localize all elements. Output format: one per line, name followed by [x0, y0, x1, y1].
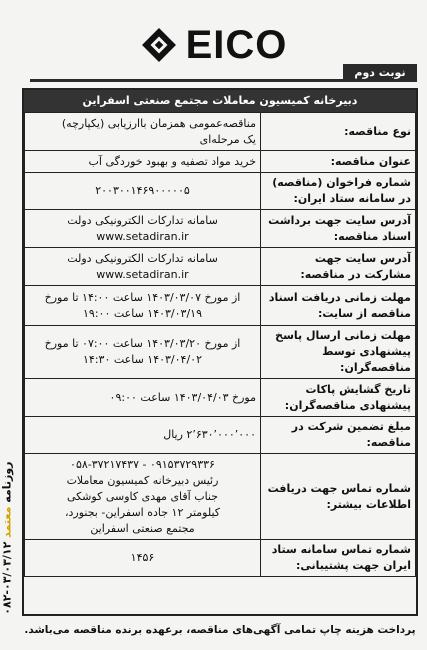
row-label: شماره تماس جهت دریافت اطلاعات بیشتر:	[261, 454, 416, 540]
notice-row	[25, 248, 416, 286]
notice-table	[24, 112, 416, 577]
notice-row	[25, 286, 416, 326]
newspaper-name: روزنامه	[0, 461, 14, 503]
row-value-line: سامانه تدارکات الکترونیکی دولت	[67, 213, 218, 227]
row-value-line: مورخ ۱۴۰۳/۰۴/۰۳ ساعت ۰۹:۰۰	[109, 390, 256, 404]
row-value-line: سامانه تدارکات الکترونیکی دولت	[67, 251, 218, 265]
row-value-line: www.setadiran.ir	[96, 267, 189, 281]
notice-row	[25, 173, 416, 210]
row-value-line: ۲٬۶۳۰٬۰۰۰٬۰۰۰ ریال	[163, 428, 256, 441]
row-value-line: ۲۰۰۳۰۰۱۴۶۹۰۰۰۰۰۵	[95, 184, 190, 197]
row-value-line: یک مرحله‌ای	[199, 132, 256, 146]
footer-note: پرداخت هزینه چاپ تمامی آگهی‌های مناقصه، برعهده برنده مناقصه می‌باشد.	[24, 624, 416, 636]
notice-row	[25, 210, 416, 248]
row-value-line: رئیس دبیرخانه کمیسیون معاملات	[66, 473, 219, 487]
notice-row	[25, 417, 416, 454]
row-value-line: جناب آقای مهدی کاوسی کوشکی	[66, 489, 219, 503]
row-label: تاریخ گشایش پاکات پیشنهادی مناقصه‌گران:	[261, 379, 416, 417]
row-label: عنوان مناقصه:	[261, 151, 416, 173]
badge-underline	[30, 79, 343, 82]
row-value	[25, 151, 261, 173]
row-value	[25, 454, 261, 540]
newspaper-side-label	[1, 462, 14, 632]
row-value-line: مجتمع صنعتی اسفراین	[90, 521, 195, 535]
notice-row	[25, 379, 416, 417]
row-value-line: ۱۴۵۶	[130, 551, 155, 564]
row-value	[25, 286, 261, 326]
row-value-line: از مورخ ۱۴۰۳/۰۳/۰۷ ساعت ۱۴:۰۰ تا مورخ	[44, 290, 241, 304]
notice-row	[25, 113, 416, 151]
row-value-line: ۰۵۸-۳۷۲۱۷۴۳۷ - ۰۹۱۵۳۷۲۹۳۳۶	[70, 457, 215, 471]
row-label: مهلت زمانی دریافت اسناد مناقصه از سایت:	[261, 286, 416, 326]
row-value-line: ۱۴۰۳/۰۳/۱۹ ساعت ۱۹:۰۰	[83, 306, 202, 320]
tender-notice-frame	[22, 88, 418, 616]
second-notice-badge: نوبت دوم	[343, 64, 417, 82]
row-value-line: کیلومتر ۱۲ جاده اسفراین- بجنورد،	[64, 505, 221, 519]
row-value-line: از مورخ ۱۴۰۳/۰۳/۲۰ ساعت ۰۷:۰۰ تا مورخ	[44, 337, 241, 350]
notice-row	[25, 540, 416, 577]
row-value-line: www.setadiran.ir	[96, 229, 189, 243]
row-label: آدرس سایت جهت برداشت اسناد مناقصه:	[261, 210, 416, 248]
row-value	[25, 173, 261, 210]
row-label: مبلغ تضمین شرکت در مناقصه:	[261, 417, 416, 454]
row-value	[25, 326, 261, 379]
row-value	[25, 417, 261, 454]
eico-emblem-icon	[140, 26, 178, 64]
row-value-line: خرید مواد تصفیه و بهبود خوردگی آب	[88, 154, 256, 168]
newspaper-brand: معتمد	[0, 506, 14, 538]
row-value	[25, 113, 261, 151]
notice-row	[25, 326, 416, 379]
newspaper-ref: ۰۸۲-۰۳/۰۳/۱۲	[0, 541, 14, 615]
row-value-line: مناقصه‌عمومی همزمان باارزیابی (یکپارچه)	[61, 116, 256, 130]
row-label: شماره فراخوان (مناقصه) در سامانه ستاد ایران:	[261, 173, 416, 210]
row-label: مهلت زمانی ارسال پاسخ پیشنهادی توسط مناقصه‌گران:	[261, 326, 416, 379]
row-value	[25, 379, 261, 417]
row-label: شماره تماس سامانه ستاد ایران جهت پشتیبانی:	[261, 540, 416, 577]
notice-header: دبیرخانه کمیسیون معاملات مجتمع صنعتی اسفراین	[24, 90, 416, 112]
eico-logo	[0, 20, 427, 70]
row-label: نوع مناقصه:	[261, 113, 416, 151]
row-value	[25, 540, 261, 577]
notice-row	[25, 454, 416, 540]
notice-row	[25, 151, 416, 173]
row-value	[25, 248, 261, 286]
logo-text: EICO	[185, 23, 288, 67]
row-value-line: ۱۴۰۳/۰۴/۰۲ ساعت ۱۴:۳۰	[83, 353, 202, 366]
row-label: آدرس سایت جهت مشارکت در مناقصه:	[261, 248, 416, 286]
row-value	[25, 210, 261, 248]
